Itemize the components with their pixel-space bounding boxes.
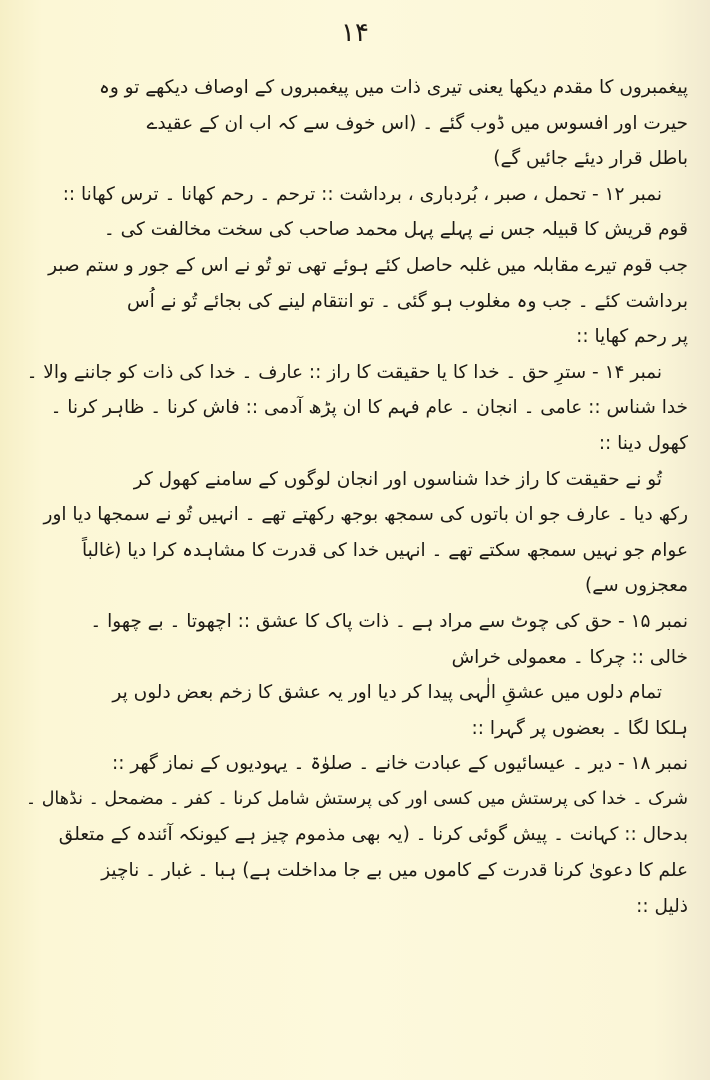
text-line: خالی :: چرکا ۔ معمولی خراش	[451, 646, 688, 668]
text-line: پر رحم کھایا ::	[576, 326, 688, 348]
note-heading-18: نمبر ۱۸ - دیر ۔ عیسائیوں کے عبادت خانے ۔ صلوٰۃ ۔ یہودیوں کے نماز گھر ::	[111, 753, 688, 775]
text-line: علم کا دعویٰ کرنا قدرت کے کاموں میں بے جا مداخلت ہے) ہبا ۔ غبار ۔ ناچیز	[101, 860, 688, 882]
note-heading-15: نمبر ۱۵ - حق کی چوٹ سے مراد ہے ۔ ذات پاک کا عشق :: اچھوتا ۔ بے چھوا ۔	[90, 610, 688, 632]
text-line: تمام دلوں میں عشقِ الٰہی پیدا کر دیا اور یہ عشق کا زخم بعض دلوں پر	[112, 682, 662, 704]
text-line: برداشت کئے ۔ جب وہ مغلوب ہو گئی ۔ تو انتقام لینے کی بجائے تُو نے اُس	[127, 290, 688, 312]
text-line: قوم قریش کا قبیلہ جس نے پہلے پہل محمد صاحب کی سخت مخالفت کی ۔	[103, 219, 688, 241]
text-line: ذلیل ::	[636, 895, 688, 917]
note-heading-14: نمبر ۱۴ - سترِ حق ۔ خدا کا یا حقیقت کا راز :: عارف ۔ خدا کی ذات کو جاننے والا ۔	[26, 361, 662, 383]
text-line: عوام جو نہیں سمجھ سکتے تھے ۔ انہیں خدا کی قدرت کا مشاہدہ کرا دیا (غالباً	[81, 539, 688, 561]
text-line: تُو نے حقیقت کا راز خدا شناسوں اور انجان لوگوں کے سامنے کھول کر	[133, 468, 662, 490]
text-line: معجزوں سے)	[585, 575, 688, 597]
text-line: کھول دینا ::	[598, 432, 688, 454]
page-number: ۱۴	[341, 18, 369, 48]
text-line: جب قوم تیرے مقابلہ میں غلبہ حاصل کئے ہوئے تھی تو تُو نے اس کے جور و ستم صبر	[48, 254, 688, 276]
text-line: رکھ دیا ۔ عارف جو ان باتوں کی سمجھ بوجھ رکھتے تھے ۔ انہیں تُو نے سمجھا دیا اور	[43, 504, 688, 526]
text-line: حیرت اور افسوس میں ڈوب گئے ۔ (اس خوف سے کہ اب ان کے عقیدے	[146, 112, 688, 134]
text-line: خدا شناس :: عامی ۔ انجان ۔ عام فہم کا ان پڑھ آدمی :: فاش کرنا ۔ ظاہر کرنا ۔	[50, 397, 688, 419]
page-body-text	[22, 70, 688, 924]
text-line: پیغمبروں کا مقدم دیکھا یعنی تیری ذات میں پیغمبروں کے اوصاف دیکھے تو وہ	[99, 77, 688, 98]
text-line: باطل قرار دیئے جائیں گے)	[493, 148, 688, 170]
note-heading-12: نمبر ۱۲ - تحمل ، صبر ، بُردباری ، برداشت :: ترحم ۔ رحم کھانا ۔ ترس کھانا ::	[62, 183, 662, 205]
text-line: بدحال :: کہانت ۔ پیش گوئی کرنا ۔ (یہ بھی مذموم چیز ہے کیونکہ آئندہ کے متعلق	[58, 824, 688, 846]
text-line: ہلکا لگا ۔ بعضوں پر گہرا ::	[471, 717, 688, 739]
text-line: شرک ۔ خدا کی پرستش میں کسی اور کی پرستش شامل کرنا ۔ کفر ۔ مضمحل ۔ نڈھال ۔	[25, 788, 688, 809]
